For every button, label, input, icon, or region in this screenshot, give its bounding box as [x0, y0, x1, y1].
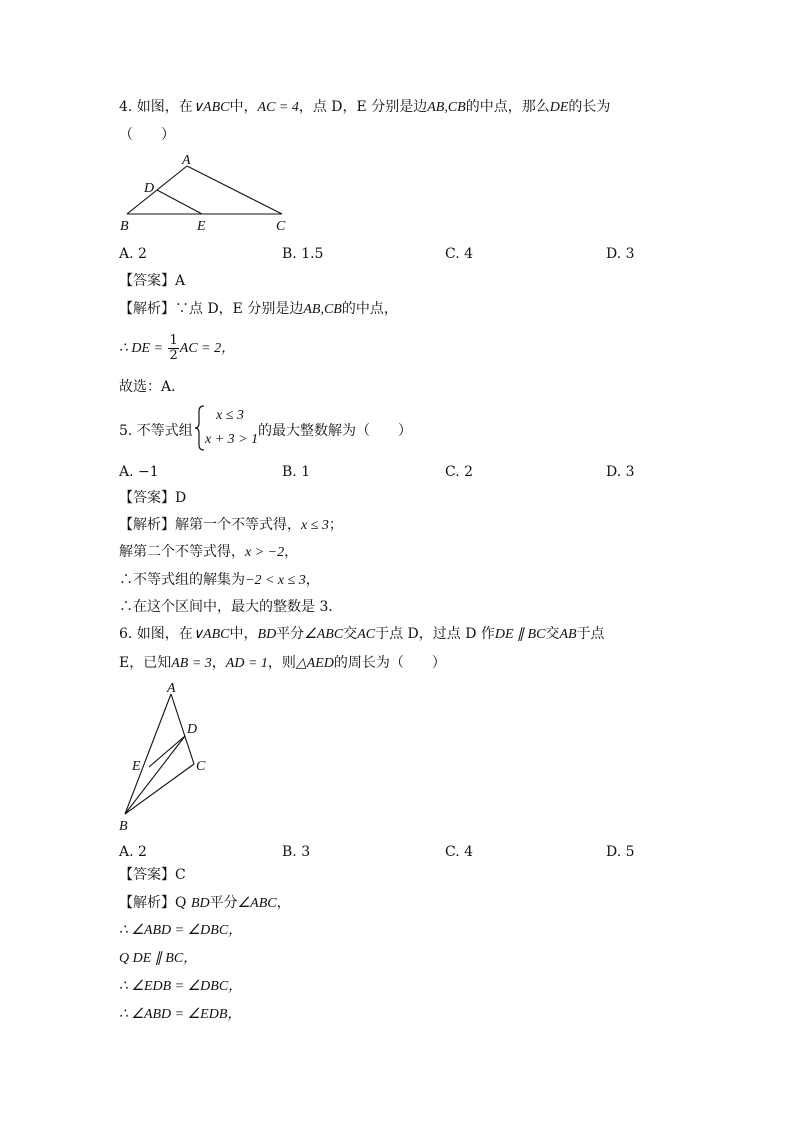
q6-option-b: B. 3	[282, 844, 311, 860]
q5-inequality-2: x + 3 > 1	[205, 432, 259, 447]
q4-stem-text-b: 中，	[229, 99, 258, 115]
q5-step-3-text: ∴不等式组的解集为	[119, 572, 245, 588]
q4-option-c: C. 4	[445, 246, 474, 262]
q5-option-d: D. 3	[606, 464, 635, 480]
q6-text-i: ，	[211, 655, 226, 671]
q6-ac: AC	[357, 627, 376, 642]
q6-step-5: ∴ ∠ABD = ∠EDB，	[119, 1007, 242, 1022]
q5-option-c: C. 2	[445, 464, 474, 480]
q5-step-2-end: ，	[284, 544, 299, 560]
q6-option-d: D. 5	[606, 844, 635, 860]
q4-analysis-text-b: 的中点，	[341, 301, 398, 317]
q6-text-b: 中，	[229, 626, 258, 642]
q4-calc-left: ∴ DE =	[119, 341, 164, 356]
q6-triangle: ∨ABC	[192, 627, 230, 642]
q5-step-2	[119, 543, 298, 562]
q6-label-a: A	[167, 681, 176, 696]
q4-option-d: D. 3	[606, 246, 635, 262]
q4-triangle: ∨ABC	[192, 100, 230, 115]
q4-analysis-text: 【解析】∵点 D，E 分别是边	[119, 301, 304, 317]
q4-fraction-num: 1	[169, 332, 178, 348]
q6-bd: BD	[257, 627, 277, 642]
q6-text-g: 于点	[576, 626, 605, 642]
q4-stem-text: 4. 如图，在	[119, 99, 193, 115]
q5-answer: 【答案】D	[119, 490, 187, 506]
q6-step-1	[119, 894, 291, 913]
q6-step-3: Q DE ∥ BC，	[119, 951, 198, 966]
q4-segment-de	[157, 190, 202, 214]
q6-label-e: E	[132, 759, 141, 774]
q5-step-4: ∴在这个区间中，最大的整数是 3．	[119, 599, 343, 615]
q4-calc	[119, 331, 235, 366]
q5-step-1	[119, 516, 343, 535]
q6-angle: ∠ABC	[304, 627, 344, 642]
q4-label-a: A	[182, 153, 191, 168]
q6-label-b: B	[119, 819, 128, 834]
q6-text: 6. 如图，在	[119, 626, 193, 642]
q4-de: DE	[549, 100, 569, 115]
q4-stem	[119, 98, 610, 117]
q4-conclusion: 故选：A．	[119, 379, 186, 395]
q6-text-d: 交	[343, 626, 358, 642]
q6-stem-line-1	[119, 625, 605, 644]
q6-de-parallel: DE ∥ BC	[494, 627, 546, 642]
q5-step-3	[119, 571, 320, 590]
q6-option-a: A. 2	[119, 844, 147, 860]
q6-text-h: E，已知	[119, 655, 172, 671]
q6-step-1-angle: ∠ABC	[237, 896, 277, 911]
q6-step-1-text-b: 平分	[209, 895, 238, 911]
q6-stem-line-2	[119, 654, 446, 673]
q5-option-a: A. −1	[119, 464, 159, 480]
q5-stem-a: 5. 不等式组	[119, 423, 193, 439]
q4-option-a: A. 2	[119, 246, 147, 262]
q4-fraction	[168, 334, 178, 363]
q6-text-c: 平分	[276, 626, 305, 642]
q6-segment-bd	[125, 736, 185, 814]
q5-stem-b: 的最大整数解为（ ）	[258, 423, 412, 439]
q6-figure	[110, 678, 230, 836]
q6-text-f: 交	[545, 626, 560, 642]
q6-label-d: D	[187, 722, 198, 737]
q5-step-3-result: −2 < x ≤ 3	[245, 573, 306, 588]
q4-label-d: D	[144, 181, 155, 196]
q5-step-1-result: x ≤ 3	[301, 518, 329, 533]
q6-text-e: 于点 D，过点 D 作	[375, 626, 495, 642]
q4-analysis	[119, 300, 398, 319]
q6-text-j: ，则	[267, 655, 296, 671]
q4-label-b: B	[120, 219, 129, 234]
q6-aed: △AED	[295, 656, 334, 671]
q5-step-2-text: 解第二个不等式得，	[119, 544, 245, 560]
q4-label-e: E	[197, 219, 206, 234]
q4-option-b: B. 1.5	[282, 246, 324, 262]
q6-step-4: ∴ ∠EDB = ∠DBC，	[119, 979, 243, 994]
q6-text-k: 的周长为（ ）	[333, 655, 446, 671]
q4-sides: AB,CB	[427, 100, 466, 115]
q6-segment-de	[149, 736, 185, 767]
q4-stem-text-e: 的长为	[568, 99, 611, 115]
q5-option-b: B. 1	[282, 464, 311, 480]
q5-step-3-end: ，	[305, 572, 320, 588]
q6-answer: 【答案】C	[119, 867, 186, 883]
q6-step-2: ∴ ∠ABD = ∠DBC，	[119, 923, 243, 938]
q6-label-c: C	[196, 759, 206, 774]
q5-step-1-end: ；	[328, 517, 343, 533]
q4-condition: AC = 4	[257, 100, 299, 115]
q4-fraction-den: 2	[169, 347, 178, 363]
q6-step-1-bd: BD	[190, 896, 210, 911]
q4-analysis-sides: AB,CB	[303, 302, 342, 317]
q6-ab: AB	[559, 627, 577, 642]
q4-figure	[110, 150, 310, 236]
q4-side-ac	[187, 166, 282, 214]
q4-label-c: C	[276, 219, 286, 234]
q5-step-1-text: 【解析】解第一个不等式得，	[119, 517, 301, 533]
q4-stem-text-d: 的中点，那么	[465, 99, 550, 115]
q6-step-1-text: 【解析】Q	[119, 895, 187, 911]
q6-ad-value: AD = 1	[225, 656, 268, 671]
q5-step-2-result: x > −2	[245, 545, 285, 560]
q4-calc-right: AC = 2，	[179, 341, 236, 356]
q4-answer: 【答案】A	[119, 273, 186, 289]
q4-stem-text-c: ，点 D，E 分别是边	[298, 99, 428, 115]
q5-inequality-1: x ≤ 3	[216, 408, 244, 423]
q6-option-c: C. 4	[445, 844, 474, 860]
q4-paren: （ ）	[119, 127, 175, 143]
q6-ab-value: AB = 3	[171, 656, 212, 671]
q6-step-1-end: ，	[276, 895, 291, 911]
